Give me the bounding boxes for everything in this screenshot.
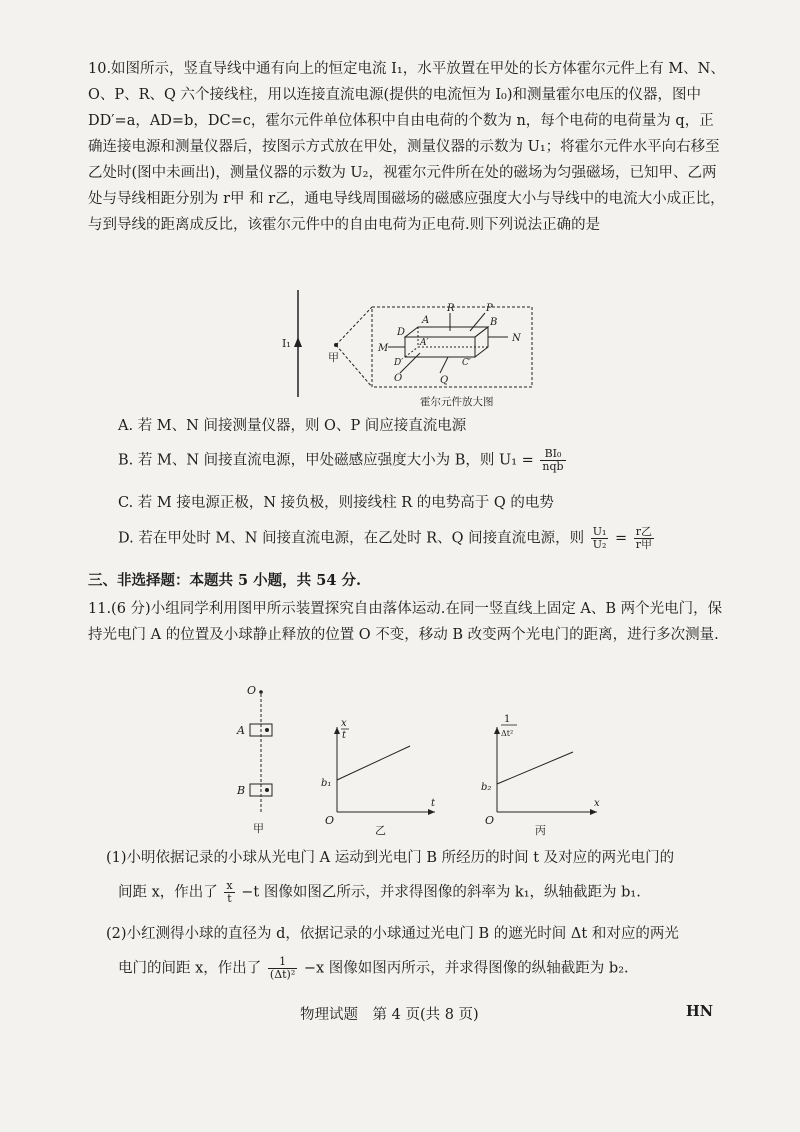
svg-text:O: O [247, 684, 257, 697]
label-D: D [397, 327, 406, 338]
svg-text:甲: 甲 [253, 822, 264, 835]
current-label: I₁ [282, 337, 291, 350]
q11-part1-line2: 间距 x，作出了 $\frac{x}{t}$ −t 图像如图乙所示，并求得图像的斜率为 k₁，纵轴截距为 b₁. [118, 879, 641, 905]
label-M: M [378, 343, 389, 354]
option-b-fraction: $\frac{\text{BI₀}}{\text{nqb}}$ [542, 447, 564, 473]
hall-figure [270, 285, 560, 415]
label-O: O [394, 373, 403, 384]
option-b: B. 若 M、N 间接直流电源，甲处磁感应强度大小为 B，则 U₁ = $\frac{\text{BI₀}}{\text{nqb}}$ [118, 447, 564, 473]
footer-code: HN [686, 1003, 713, 1020]
location-label: 甲 [328, 351, 339, 364]
q11-stem: 11.(6 分)小组同学利用图甲所示装置探究自由落体运动.在同一竖直线上固定 A、B 两个光电门，保持光电门 A 的位置及小球静止释放的位置 O 不变，移动 B 改变两个光电门的距离，进行多次测量. [88, 601, 723, 643]
q11-figures [225, 682, 615, 842]
svg-text:O: O [485, 814, 495, 827]
option-c: C. 若 M 接电源正极，N 接负极，则接线柱 R 的电势高于 Q 的电势 [118, 495, 554, 511]
svg-text:Δt²: Δt² [501, 729, 514, 738]
q11-part1-fraction: $\frac{x}{t}$ [226, 879, 233, 905]
label-N: N [512, 333, 521, 344]
option-a: A. 若 M、N 间接测量仪器，则 O、P 间应接直流电源 [118, 418, 467, 434]
q11-part2-line1: (2)小红测得小球的直径为 d，依据记录的小球通过光电门 B 的遮光时间 Δt 和对应的两光 [106, 926, 679, 942]
svg-text:1: 1 [504, 714, 511, 725]
q10-stem: 10.如图所示，竖直导线中通有向上的恒定电流 I₁，水平放置在甲处的长方体霍尔元件上有 M、N、O、P、R、Q 六个接线柱，用以连接直流电源(提供的电流恒为 I₀)和测量霍尔电压的仪器，图中 DD′=a，AD=b，DC=c，霍尔元件单位体积中自由电荷的个数为 n，每个电荷的电荷量为 q，正确连接电源和测量仪器后，按图示方式放在甲处，测量仪器的示数为 U₁；将霍尔元件水平向右移至乙处时(图中未画出)，测量仪器的示数为 U₂，视霍尔元件所在处的磁场为匀强磁场，已知甲、乙两处与导线相距分别为 r甲 和 r乙，通电导线周围磁场的磁感应强度大小与导线中的电流大小成正比，与到导线的距离成反比，该霍尔元件中的自由电荷为正电荷.则下列说法正确的是 [88, 61, 725, 233]
label-A-prime: A′ [420, 338, 429, 348]
svg-text:丙: 丙 [535, 824, 546, 837]
label-A: A [422, 315, 430, 326]
label-D-prime: D′ [394, 358, 404, 368]
svg-text:A: A [237, 724, 245, 737]
page-footer: 物理试题 第 4 页(共 8 页) [300, 1007, 479, 1023]
label-C-prime: C′ [462, 358, 471, 368]
figure-caption: 霍尔元件放大图 [420, 396, 494, 408]
label-B: B [490, 317, 498, 328]
section-title: 三、非选择题：本题共 5 小题，共 54 分. [88, 572, 362, 589]
svg-text:B: B [237, 784, 246, 797]
svg-text:t: t [431, 798, 436, 809]
svg-text:x: x [341, 718, 347, 729]
svg-text:乙: 乙 [375, 824, 386, 837]
svg-text:b₁: b₁ [321, 778, 332, 789]
option-d-fraction-r: $\frac{\text{r乙}}{\text{r甲}}$ [635, 525, 653, 551]
label-R: R [447, 303, 455, 314]
q11-part2-fraction: $\frac{1}{\text{(Δt)²}}$ [269, 955, 296, 981]
svg-text:x: x [594, 798, 600, 809]
svg-text:O: O [325, 814, 335, 827]
option-d-fraction-u: $\frac{\text{U₁}}{\text{U₂}}$ [592, 525, 607, 551]
svg-text:b₂: b₂ [481, 782, 492, 793]
option-d: D. 若在甲处时 M、N 间接直流电源，在乙处时 R、Q 间接直流电源，则 $\frac{\text{U₁}}{\text{U₂}}$ = $\frac{\text{r乙}}{\text{r甲}}$ [118, 525, 653, 551]
label-P: P [486, 303, 493, 314]
svg-text:t: t [342, 730, 347, 741]
q11-part2-line2: 电门的间距 x，作出了 $\frac{1}{\text{(Δt)²}}$ −x 图像如图丙所示，并求得图像的纵轴截距为 b₂. [118, 955, 629, 981]
q11-part1-line1: (1)小明依据记录的小球从光电门 A 运动到光电门 B 所经历的时间 t 及对应的两光电门的 [106, 850, 675, 866]
label-Q: Q [440, 375, 449, 386]
